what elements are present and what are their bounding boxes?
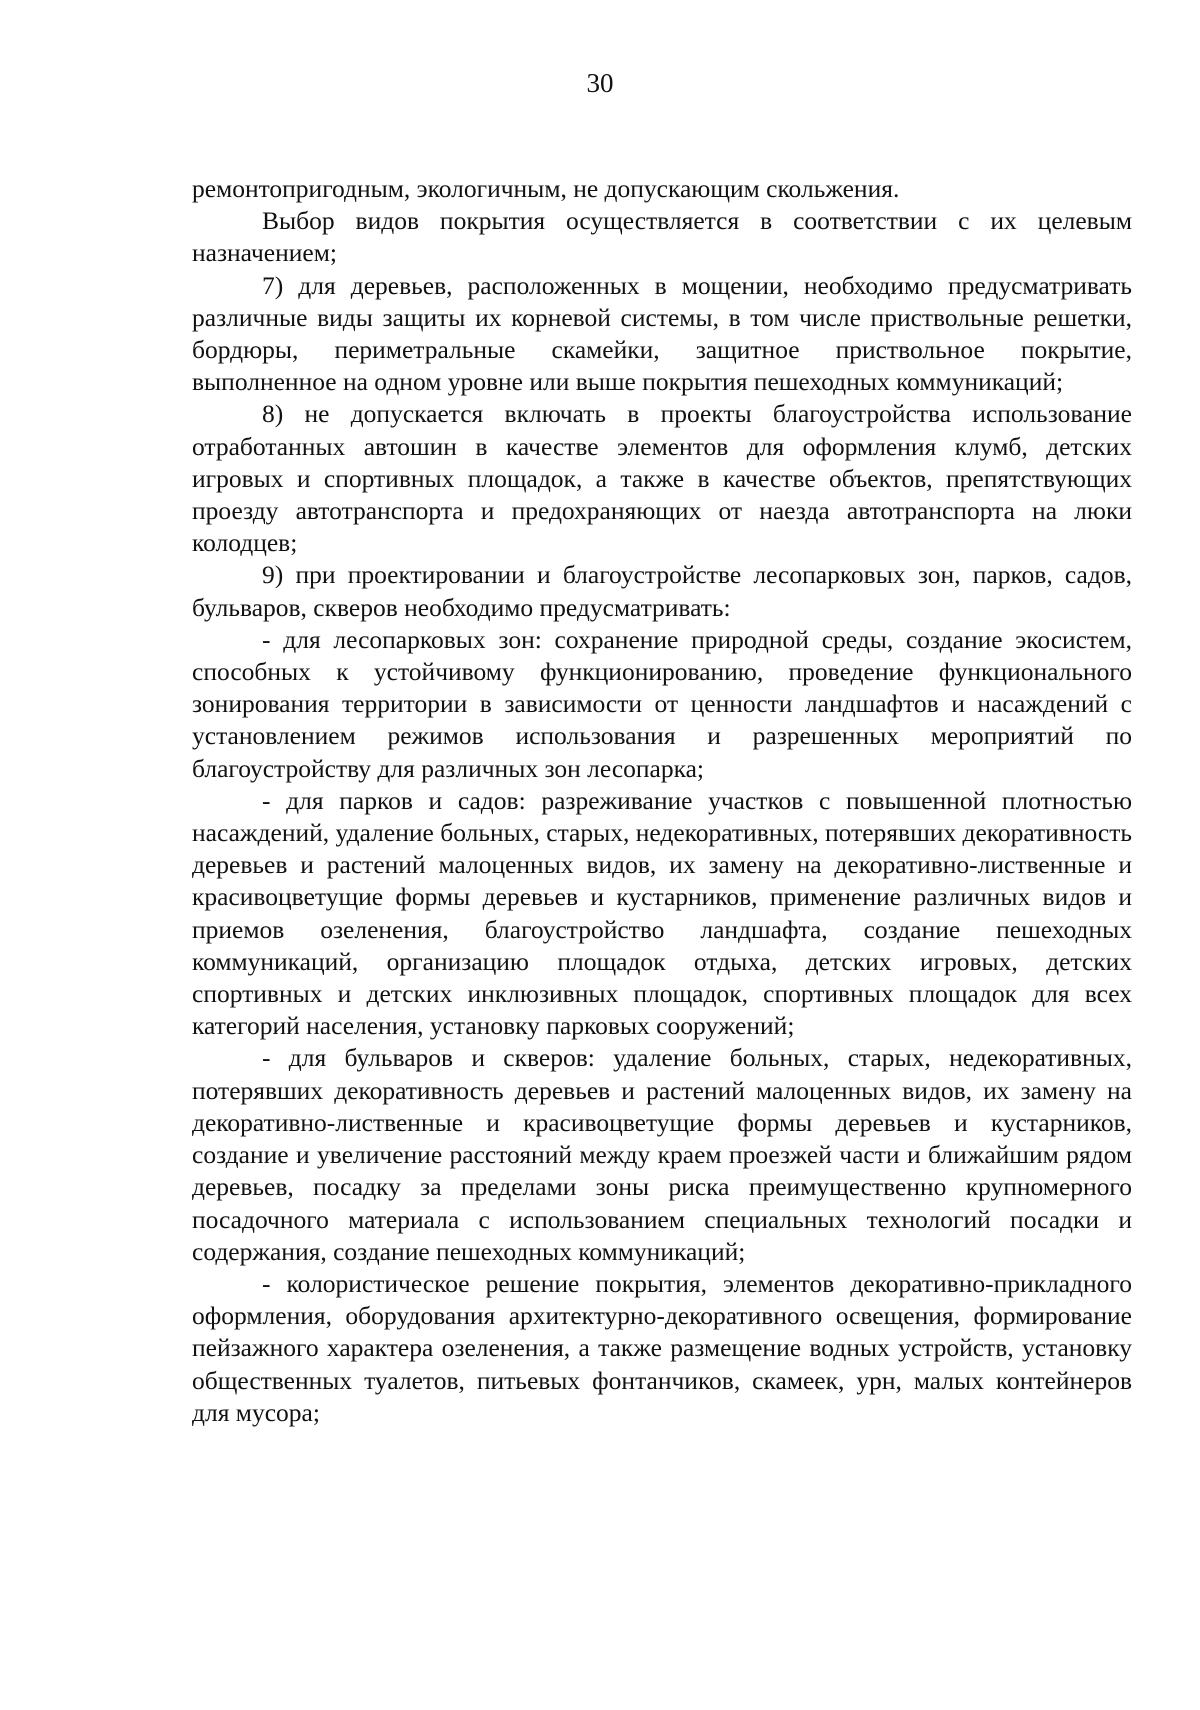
page-number: 30: [586, 68, 614, 98]
paragraph-boulevards-squares: - для бульваров и скверов: удаление больных, старых, недекоративных, потерявших декоративность деревьев и растений малоценных видов, их замену на декоративно-лиственные и красивоцветущие формы деревьев и кустарников, создание и увеличение расстояний между краем проезжей части и ближайшим рядом деревьев, посадку за пределами зоны риска преимущественно крупномерного посадочного материала с использованием специальных технологий посадки и содержания, создание пешеходных коммуникаций;: [192, 1043, 1132, 1266]
paragraph-continuation: ремонтопригодным, экологичным, не допускающим скольжения.: [192, 174, 900, 203]
paragraph-item-8: 8) не допускается включать в проекты благоустройства использование отработанных автошин в качестве элементов для оформления клумб, детских игровых и спортивных площадок, а также в качестве объектов, препятствующих проезду автотранспорта и предохраняющих от наезда автотранспорта на люки колодцев;: [192, 399, 1132, 558]
paragraph-coating-choice: Выбор видов покрытия осуществляется в соответствии с их целевым назначением;: [192, 206, 1132, 268]
paragraph-color-solution: - колористическое решение покрытия, элементов декоративно-прикладного оформления, оборудования архитектурно-декоративного освещения, формирование пейзажного характера озеленения, а также размещение водных устройств, установку общественных туалетов, питьевых фонтанчиков, скамеек, урн, малых контейнеров для мусора;: [192, 1268, 1132, 1427]
paragraph-item-7: 7) для деревьев, расположенных в мощении, необходимо предусматривать различные виды защиты их корневой системы, в том числе приствольные решетки, бордюры, периметральные скамейки, защитное приствольное покрытие, выполненное на одном уровне или выше покрытия пешеходных коммуникаций;: [192, 270, 1132, 397]
paragraph-parks-gardens: - для парков и садов: разреживание участков с повышенной плотностью насаждений, удаление больных, старых, недекоративных, потерявших декоративность деревьев и растений малоценных видов, их замену на декоративно-лиственные и красивоцветущие формы деревьев и кустарников, применение различных видов и приемов озеленения, благоустройство ландшафта, создание пешеходных коммуникаций, организацию площадок отдыха, детских игровых, детских спортивных и детских инклюзивных площадок, спортивных площадок для всех категорий населения, установку парковых сооружений;: [192, 785, 1132, 1041]
document-body: [192, 173, 1132, 1429]
paragraph-forest-park-zones: - для лесопарковых зон: сохранение природной среды, создание экосистем, способных к устойчивому функционированию, проведение функционального зонирования территории в зависимости от ценности ландшафтов и насаждений с установлением режимов использования и разрешенных мероприятий по благоустройству для различных зон лесопарка;: [192, 624, 1132, 783]
paragraph-item-9: 9) при проектировании и благоустройстве лесопарковых зон, парков, садов, бульваров, скверов необходимо предусматривать:: [192, 560, 1132, 622]
